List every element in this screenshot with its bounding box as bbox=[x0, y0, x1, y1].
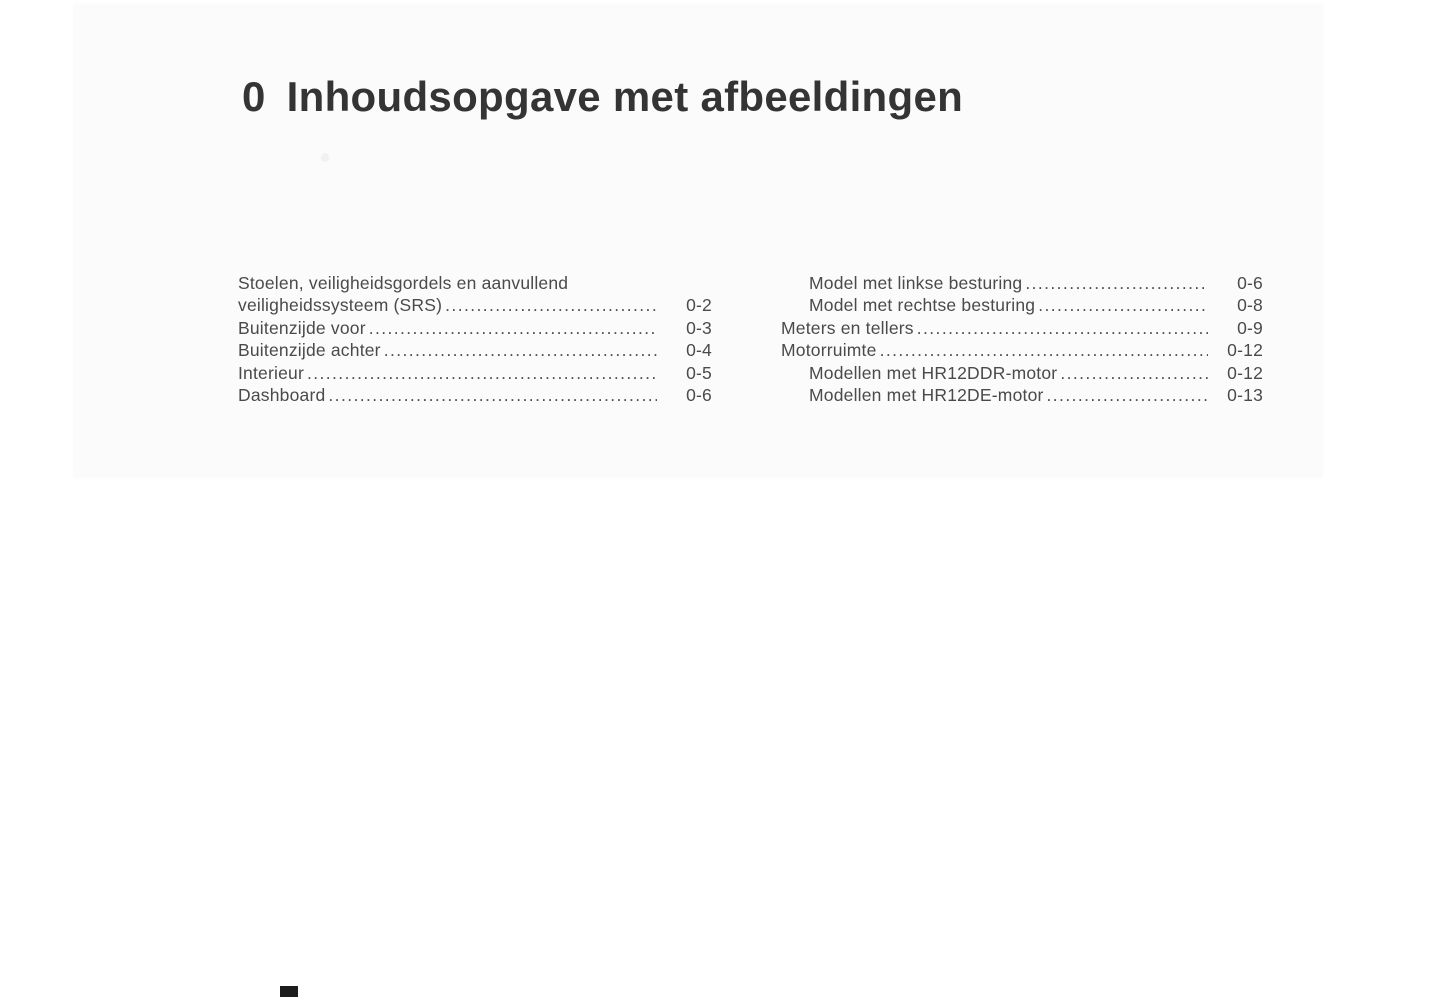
toc-entry bbox=[238, 317, 712, 339]
toc-entry bbox=[238, 362, 712, 384]
toc-entry-label: Interieur bbox=[238, 362, 304, 383]
toc-entry-label: Model met rechtse besturing bbox=[809, 295, 1036, 316]
toc-entry-page-number: 0-6 bbox=[1237, 273, 1263, 293]
toc-dot-leader bbox=[445, 294, 657, 316]
chapter-heading bbox=[242, 73, 964, 120]
toc-dot-leader bbox=[1038, 294, 1208, 316]
toc-entry-label: Model met linkse besturing bbox=[809, 273, 1023, 293]
toc-entry-label: Meters en tellers bbox=[781, 317, 914, 338]
toc-dot-leader bbox=[1047, 384, 1208, 406]
toc-entry bbox=[781, 317, 1263, 339]
chapter-number: 0 bbox=[242, 73, 266, 120]
toc-entry bbox=[238, 294, 712, 316]
toc-entry bbox=[781, 272, 1263, 294]
toc-entry bbox=[781, 339, 1263, 361]
toc-entry-label: Motorruimte bbox=[781, 340, 877, 361]
toc-dot-leader bbox=[384, 339, 657, 361]
toc-dot-leader bbox=[307, 362, 657, 384]
toc-entry-page-number: 0-13 bbox=[1227, 384, 1263, 405]
toc-entry-page-number: 0-8 bbox=[1237, 295, 1263, 316]
toc-dot-leader bbox=[328, 384, 657, 406]
toc-entry-page-number: 0-3 bbox=[686, 317, 712, 338]
document-page bbox=[73, 4, 1323, 478]
toc-dot-leader bbox=[1025, 272, 1208, 294]
toc-entry-page-number: 0-6 bbox=[686, 384, 712, 405]
toc-entry bbox=[781, 384, 1263, 406]
toc-entry-page-number: 0-12 bbox=[1227, 340, 1263, 361]
toc-entry-label: Modellen met HR12DE-motor bbox=[809, 384, 1044, 405]
toc-dot-leader bbox=[917, 317, 1208, 339]
toc-entry-page-number: 0-5 bbox=[686, 362, 712, 383]
toc-dot-leader bbox=[1060, 362, 1208, 384]
toc-entry-label: veiligheidssysteem (SRS) bbox=[238, 295, 443, 316]
toc-column-right bbox=[781, 272, 1263, 406]
toc-entry-page-number: 0-9 bbox=[1237, 317, 1263, 338]
toc-entry-label: Dashboard bbox=[238, 384, 326, 405]
toc-dot-leader bbox=[369, 317, 657, 339]
toc-entry-label: Buitenzijde achter bbox=[238, 340, 381, 361]
toc-entry-label: Buitenzijde voor bbox=[238, 317, 366, 338]
toc-entry-label: Modellen met HR12DDR-motor bbox=[809, 362, 1058, 383]
toc-entry-page-number: 0-2 bbox=[686, 295, 712, 316]
scan-artifact bbox=[321, 153, 329, 162]
toc-entry bbox=[781, 362, 1263, 384]
toc-entry-label: Stoelen, veiligheidsgordels en aanvullend bbox=[238, 273, 569, 293]
toc-entry bbox=[238, 339, 712, 361]
toc-entry bbox=[238, 272, 712, 294]
chapter-title: Inhoudsopgave met afbeeldingen bbox=[286, 73, 964, 120]
toc-dot-leader bbox=[880, 339, 1208, 361]
print-registration-mark bbox=[280, 986, 298, 997]
toc-entry bbox=[238, 384, 712, 406]
toc-entry-page-number: 0-4 bbox=[686, 340, 712, 361]
toc-column-left bbox=[238, 272, 712, 406]
toc-entry-page-number: 0-12 bbox=[1227, 362, 1263, 383]
toc-entry bbox=[781, 294, 1263, 316]
